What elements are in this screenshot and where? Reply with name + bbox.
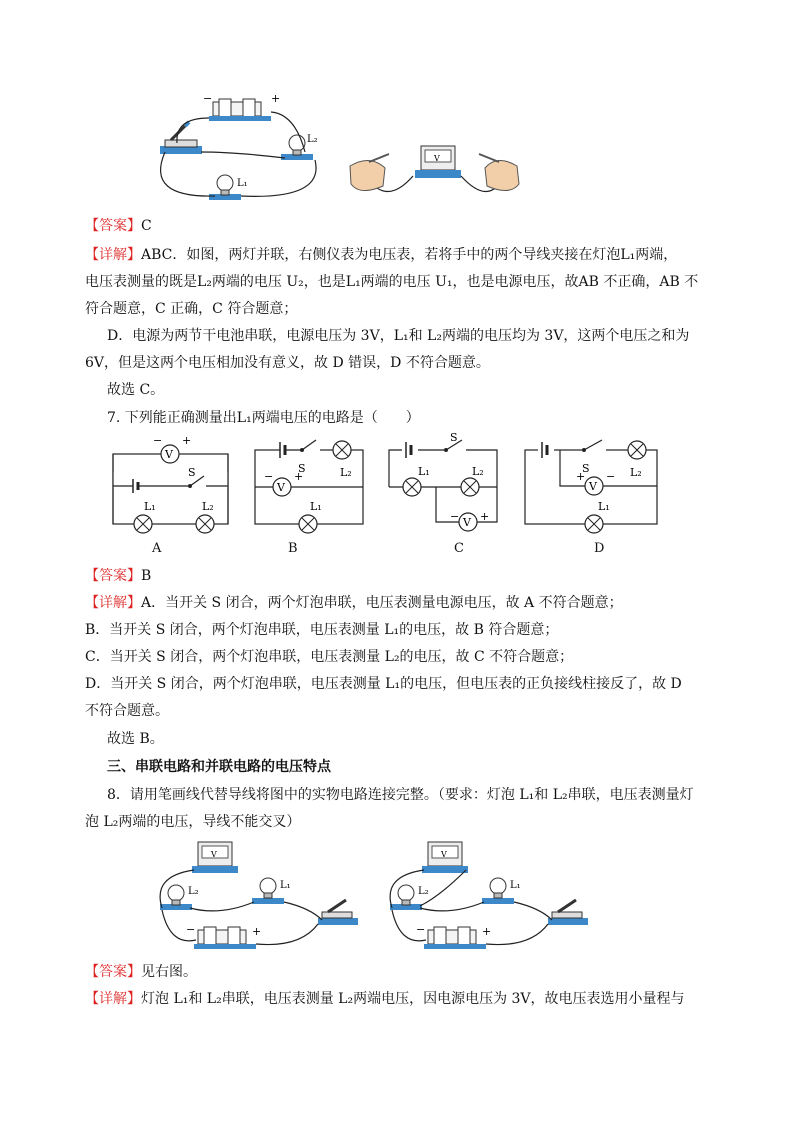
q8-detail-tag: 详解 — [99, 991, 127, 1007]
q8-left-plus: + — [252, 925, 262, 938]
q8-answer: 见右图。 — [141, 964, 197, 980]
circuit-d-minus: − — [606, 470, 616, 483]
left-hand-icon — [350, 154, 389, 191]
circuit-a-v-label: V — [165, 448, 173, 461]
q6-detail-text-5: 6V，但是这两个电压相加没有意义，故 D 错误，D 不符合题意。 — [85, 355, 490, 371]
q8-right-l2-label: L₂ — [418, 886, 429, 897]
circuit-a-s-label: S — [188, 466, 196, 479]
q8-left-switch-icon — [318, 900, 358, 925]
q8-right-switch-icon — [548, 900, 588, 925]
circuit-c-l2-icon — [461, 478, 479, 496]
circuit-c-plus: + — [480, 510, 490, 523]
circuit-a-minus: − — [153, 434, 163, 447]
circuit-d-s-label: S — [582, 462, 590, 475]
q8-left-l1-label: L₁ — [280, 880, 291, 891]
option-d-label[interactable]: D — [594, 541, 605, 556]
q7-answer-tag: 答案 — [99, 568, 127, 584]
circuit-a-l2-icon — [196, 515, 214, 533]
voltmeter-v-label: V — [434, 154, 440, 163]
q7-answer-line: 【答案】B — [85, 568, 152, 584]
q6-figure — [145, 88, 525, 214]
option-a-label[interactable]: A — [152, 541, 162, 556]
q8-answer-tag: 答案 — [99, 964, 127, 980]
q8-right-l1-label: L₁ — [510, 880, 521, 891]
bulb-l1-label: L₁ — [237, 178, 248, 189]
circuit-d-l2-label: L₂ — [630, 466, 642, 479]
q8-right-v-label: V — [441, 850, 447, 859]
circuit-b-l1-icon — [299, 515, 317, 533]
circuit-b-l2-label: L₂ — [340, 466, 352, 479]
q6-answer-line: 【答案】C — [85, 218, 152, 234]
q8-figure-left — [150, 836, 380, 958]
q8-right-plus: + — [482, 925, 492, 938]
q8-right-minus: − — [416, 923, 426, 936]
q8-left-battery-icon — [194, 927, 256, 949]
q7-detail-c: C．当开关 S 闭合，两个灯泡串联，电压表测量 L₂的电压，故 C 不符合题意； — [85, 649, 574, 665]
circuit-a-l1-icon — [134, 515, 152, 533]
q8-question-2: 泡 L₂两端的电压，导线不能交叉） — [85, 814, 301, 830]
q7-detail-b: B．当开关 S 闭合，两个灯泡串联，电压表测量 L₁的电压，故 B 符合题意； — [85, 622, 559, 638]
circuit-b-plus: + — [294, 470, 304, 483]
circuit-b-l1-label: L₁ — [310, 500, 322, 513]
q8-question-1: 8．请用笔画线代替导线将图中的实物电路连接完整。（要求：灯泡 L₁和 L₂串联，电压表测量灯 — [107, 787, 694, 803]
circuit-d-l2-icon — [628, 441, 646, 459]
circuit-c — [384, 432, 502, 534]
q6-detail-text-4: D．电源为两节干电池串联，电源电压为 3V，L₁和 L₂两端的电压均为 3V，这两个电压之和为 — [107, 328, 690, 344]
circuit-d — [520, 432, 662, 534]
circuit-d-l1-icon — [585, 515, 603, 533]
q6-detail-text-2: 电压表测量的既是L₂两端的电压 U₂，也是L₁两端的电压 U₁，也是电源电压，故AB 不正确，AB 不 — [85, 274, 699, 290]
circuit-b — [250, 432, 368, 534]
q8-left-l2-label: L₂ — [188, 886, 199, 897]
right-hand-icon — [479, 154, 519, 191]
q6-answer: C — [141, 218, 152, 234]
option-c-label[interactable]: C — [454, 541, 464, 556]
circuit-c-minus: − — [450, 510, 460, 523]
q8-detail-line: 【详解】灯泡 L₁和 L₂串联，电压表测量 L₂两端电压，因电源电压为 3V，故电压表选用小量程与 — [85, 991, 685, 1007]
bulb-l2-label: L₂ — [307, 134, 318, 145]
circuit-c-l1-label: L₁ — [418, 465, 430, 478]
circuit-a — [108, 432, 234, 534]
q6-detail-tag: 详解 — [99, 247, 127, 263]
q6-detail-text-3: 符合题意，C 正确，C 符合题意； — [85, 301, 298, 317]
circuit-c-l1-icon — [403, 478, 421, 496]
q8-right-battery-icon — [424, 927, 486, 949]
circuit-a-l1-label: L₁ — [144, 500, 156, 513]
circuit-d-v-label: V — [589, 480, 597, 493]
battery-icon — [209, 99, 271, 121]
battery-plus-label: + — [271, 92, 281, 105]
q7-detail-tag: 详解 — [99, 595, 127, 611]
circuit-c-l2-label: L₂ — [472, 465, 484, 478]
q8-left-minus: − — [186, 923, 196, 936]
q7-detail-a: A．当开关 S 闭合，两个灯泡串联，电压表测量电源电压，故 A 不符合题意； — [141, 595, 623, 611]
circuit-b-l2-icon — [333, 441, 351, 459]
circuit-b-minus: − — [264, 470, 274, 483]
circuit-c-v-label: V — [463, 516, 471, 529]
section-title: 三、串联电路和并联电路的电压特点 — [107, 759, 331, 775]
q6-detail-text-1: ABC．如图，两灯并联，右侧仪表为电压表，若将手中的两个导线夹接在灯泡L₁两端， — [141, 247, 678, 263]
circuit-d-l1-label: L₁ — [598, 500, 610, 513]
q7-detail-line: 【详解】A．当开关 S 闭合，两个灯泡串联，电压表测量电源电压，故 A 不符合题意； — [85, 595, 623, 611]
q6-answer-tag: 答案 — [99, 218, 127, 234]
q7-detail-d2: 不符合题意。 — [85, 703, 169, 719]
q6-choice: 故选 C。 — [107, 382, 165, 398]
q8-detail-text: 灯泡 L₁和 L₂串联，电压表测量 L₂两端电压，因电源电压为 3V，故电压表选用小量程与 — [141, 991, 685, 1007]
q6-detail-line: 【详解】ABC．如图，两灯并联，右侧仪表为电压表，若将手中的两个导线夹接在灯泡L₁两端， — [85, 247, 678, 263]
q7-detail-d1: D．当开关 S 闭合，两个灯泡串联，电压表测量 L₁的电压，但电压表的正负接线柱接反了，故 D — [85, 676, 682, 692]
circuit-a-l2-label: L₂ — [202, 500, 214, 513]
q8-answer-line: 【答案】见右图。 — [85, 964, 197, 980]
q8-figure-right — [380, 836, 610, 958]
circuit-c-s-label: S — [450, 432, 458, 444]
circuit-b-s-label: S — [298, 462, 306, 475]
q7-answer: B — [141, 568, 152, 584]
q8-left-v-label: V — [211, 850, 217, 859]
battery-minus-label: − — [203, 92, 213, 105]
circuit-b-v-label: V — [277, 481, 285, 494]
option-b-label[interactable]: B — [288, 541, 298, 556]
q7-choice: 故选 B。 — [107, 731, 164, 747]
circuit-d-plus: + — [576, 470, 586, 483]
circuit-a-plus: + — [182, 434, 192, 447]
q7-question: 7. 下列能正确测量出L₁两端电压的电路是（ ） — [107, 410, 420, 426]
